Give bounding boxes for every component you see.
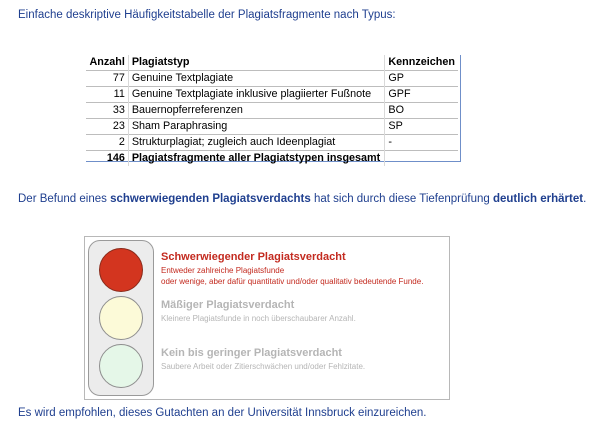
recommendation-text: Es wird empfohlen, dieses Gutachten an der Universität Innsbruck einzureichen. (18, 407, 427, 419)
severe-suspicion-legend (161, 251, 423, 287)
row-count: 23 (86, 119, 128, 135)
finding-part2: hat sich durch diese Tiefenprüfung (310, 193, 493, 205)
row-type: Genuine Textplagiate (128, 71, 385, 87)
total-type: Plagiatsfragmente aller Plagiatstypen insgesamt (128, 151, 385, 167)
severe-suspicion-line1: Entweder zahlreiche Plagiatsfunde (161, 266, 285, 275)
row-type: Sham Paraphrasing (128, 119, 385, 135)
frequency-table (86, 55, 458, 166)
finding-strong2: deutlich erhärtet (492, 193, 584, 205)
row-count: 2 (86, 135, 128, 151)
severe-suspicion-title: Schwerwiegender Plagiatsverdacht (161, 251, 346, 263)
row-count: 11 (86, 87, 128, 103)
severe-suspicion-line2: oder wenige, aber dafür quantitativ und/oder qualitativ bedeutende Funde. (161, 277, 424, 286)
moderate-suspicion-line1: Kleinere Plagiatsfunde in noch überschaubarer Anzahl. (161, 314, 356, 323)
red-lamp-icon (99, 248, 143, 292)
header-code: Kennzeichen (388, 56, 455, 68)
row-type: Bauernopferreferenzen (128, 103, 385, 119)
header-type: Plagiatstyp (128, 55, 385, 71)
row-type: Strukturplagiat; zugleich auch Ideenplagiat (128, 135, 385, 151)
traffic-light-housing (88, 240, 154, 396)
row-count: 33 (86, 103, 128, 119)
table-row (86, 135, 458, 151)
low-suspicion-line1: Saubere Arbeit oder Zitierschwächen und/oder Fehlzitate. (161, 362, 366, 371)
moderate-suspicion-title: Mäßiger Plagiatsverdacht (161, 299, 295, 311)
row-code: GPF (385, 87, 458, 103)
table-row (86, 119, 458, 135)
total-code (385, 151, 458, 167)
green-lamp-icon (99, 344, 143, 388)
total-count: 146 (86, 151, 128, 167)
low-suspicion-title: Kein bis geringer Plagiatsverdacht (161, 347, 342, 359)
traffic-light-panel (84, 236, 450, 400)
table-header-row (86, 55, 458, 71)
finding-text (18, 193, 586, 205)
finding-part1: Der Befund eines (18, 193, 111, 205)
row-code: - (385, 135, 458, 151)
yellow-lamp-icon (99, 296, 143, 340)
finding-strong1: schwerwiegenden Plagiatsverdachts (110, 193, 311, 205)
row-type: Genuine Textplagiate inklusive plagiierter Fußnote (128, 87, 385, 103)
table-total-row (86, 151, 458, 167)
table-row (86, 87, 458, 103)
low-suspicion-legend (161, 347, 365, 372)
frequency-table-container (86, 55, 461, 162)
intro-text: Einfache deskriptive Häufigkeitstabelle der Plagiatsfragmente nach Typus: (18, 9, 396, 21)
row-code: GP (385, 71, 458, 87)
row-count: 77 (86, 71, 128, 87)
moderate-suspicion-legend (161, 299, 356, 324)
finding-part3: . (583, 193, 587, 205)
row-code: SP (385, 119, 458, 135)
header-count: Anzahl (86, 55, 128, 71)
row-code: BO (385, 103, 458, 119)
table-row (86, 71, 458, 87)
table-row (86, 103, 458, 119)
